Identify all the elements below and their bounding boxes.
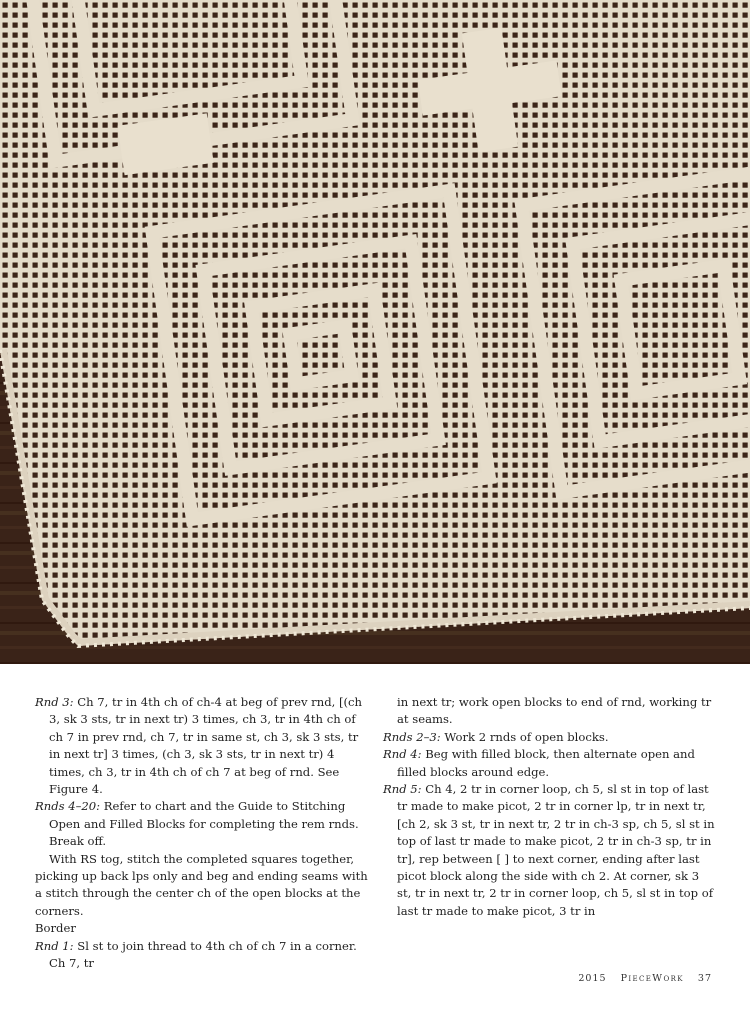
instruction-border-rnd-1: Rnd 1: Sl st to join thread to 4th ch of ch 7 in a corner. Ch 7, tr	[35, 938, 357, 971]
instruction-rnd-5: Rnd 5: Ch 4, 2 tr in corner loop, ch 5, sl st in top of last tr made to make picot, 2 tr in corner lp, tr in next tr, [ch 2, sk 3 st, tr in next tr, 2 tr in ch-3 sp, ch 5, sl st in top of last tr made to make picot, 2 tr in ch-3 sp, tr in tr], rep between [ ] to next corner, ending after last picot block along the side with ch 2. At corner, sk 3 st, tr in next tr, 2 tr in corner loop, ch 5, sl st in top of last tr made to make picot, 3 tr in	[383, 782, 715, 918]
right-column	[383, 694, 717, 920]
instruction-rnds-2-3: Rnds 2–3: Work 2 rnds of open blocks.	[383, 729, 609, 744]
footer-year: 2015	[578, 973, 607, 984]
left-column	[35, 694, 371, 973]
page-footer	[578, 973, 712, 984]
instruction-rnds-4-20: Rnds 4–20: Refer to chart and the Guide to Stitching Open and Filled Blocks for completing the rem rnds. Break off.	[35, 799, 359, 849]
seaming-instruction: With RS tog, stitch the completed squares together, picking up back lps only and beg and ending seams with a stitch through the center ch of the open blocks at the corners.	[35, 851, 368, 918]
footer-publication: PieceWork	[620, 973, 684, 984]
instruction-rnd-3: Rnd 3: Ch 7, tr in 4th ch of ch-4 at beg of prev rnd, [(ch 3, sk 3 sts, tr in next tr) 3 times, ch 3, tr in 4th ch of ch 7 in prev rnd, ch 7, tr in same st, ch 3, sk 3 sts, tr in next tr] 3 times, (ch 3, sk 3 sts, tr in next tr) 4 times, ch 3, tr in 4th ch of ch 7 at beg of rnd. See Figure 4.	[35, 695, 362, 797]
border-heading: Border	[35, 921, 76, 936]
footer-page-number: 37	[697, 973, 712, 984]
instruction-continued: in next tr; work open blocks to end of rnd, working tr at seams.	[397, 695, 712, 727]
instruction-rnd-4: Rnd 4: Beg with filled block, then alternate open and filled blocks around edge.	[383, 747, 695, 779]
